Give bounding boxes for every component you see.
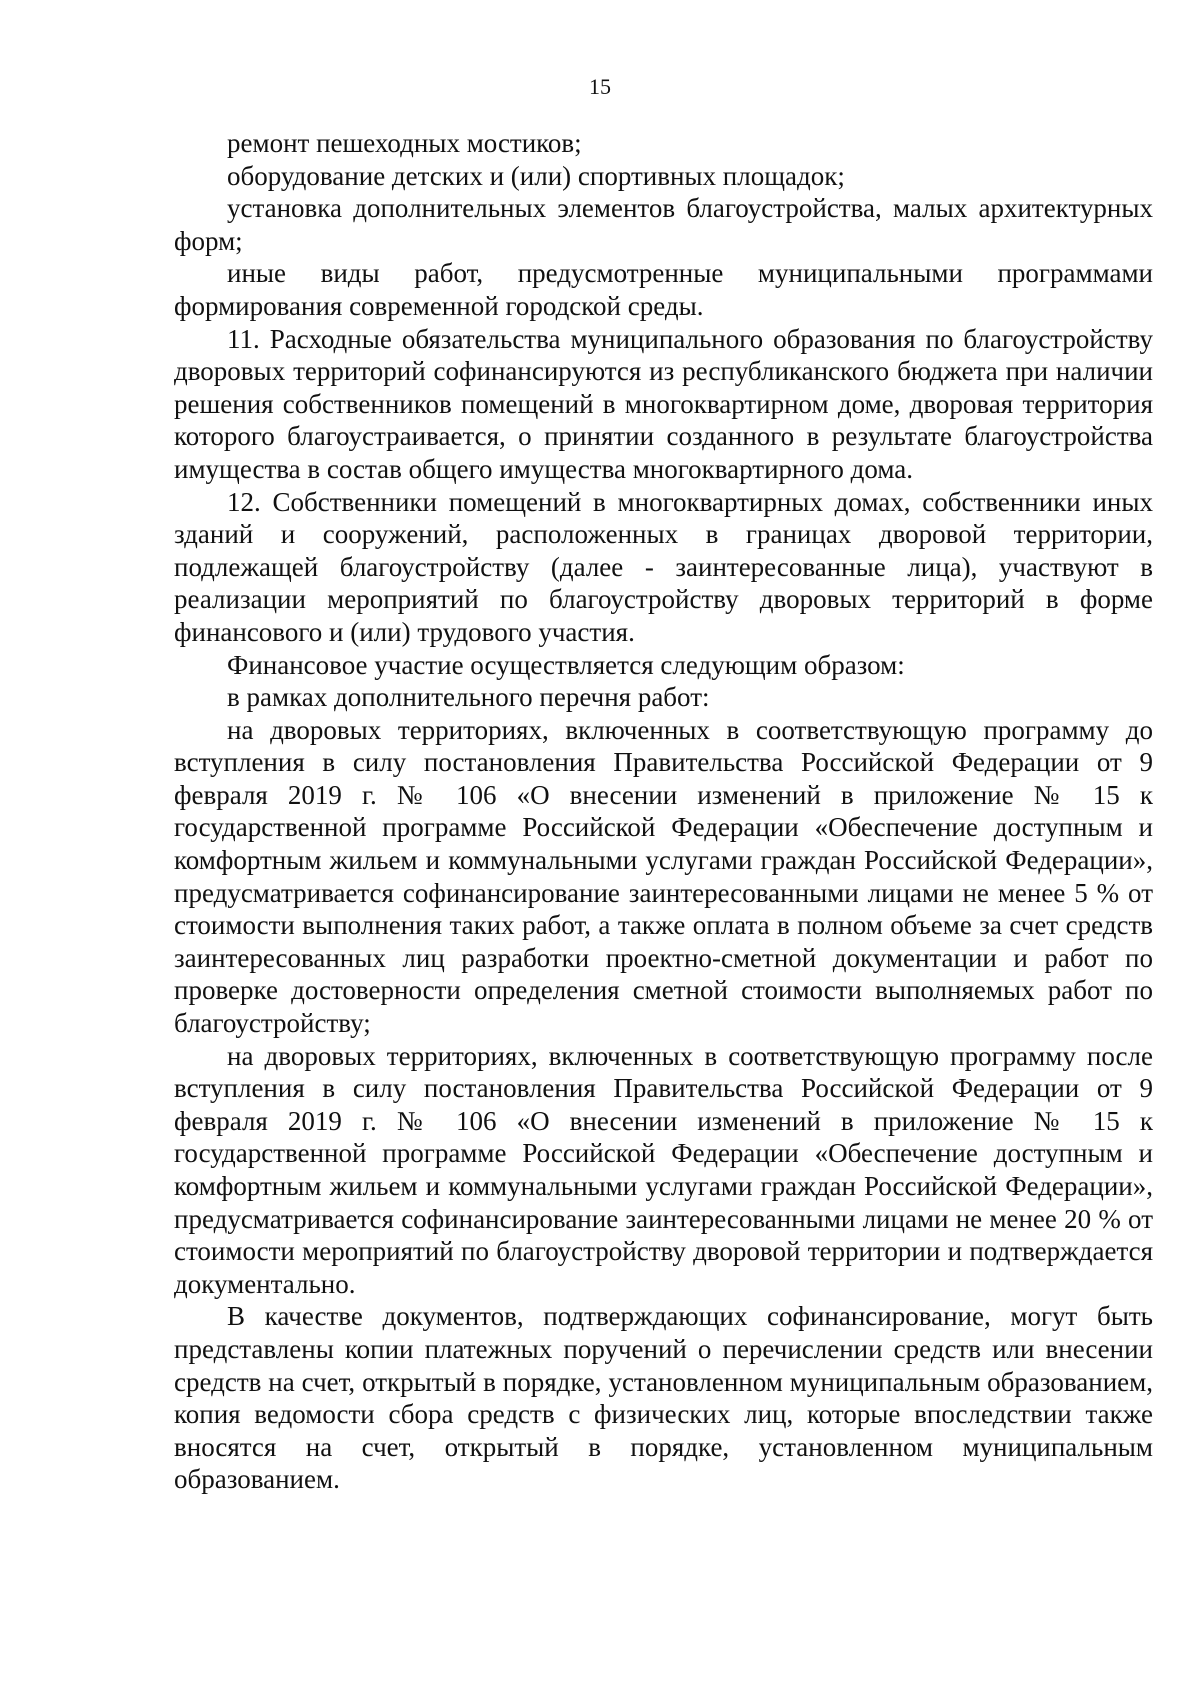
paragraph-repair-footbridges: ремонт пешеходных мостиков; — [227, 128, 582, 158]
paragraph-clause-11: 11. Расходные обязательства муниципального образования по благоустройству дворовых территорий софинансируются из республиканского бюджета при наличии решения собственников помещений в многоквартирном доме, дворовая территория которого благоустраивается, о принятии созданного в результате благоустройства имущества в состав общего имущества многоквартирного дома. — [174, 323, 1153, 484]
paragraph-additional-list: в рамках дополнительного перечня работ: — [227, 682, 710, 713]
paragraph-additional-elements: установка дополнительных элементов благоустройства, малых архитектурных форм; — [174, 193, 1153, 256]
page-number: 15 — [589, 74, 611, 99]
paragraph-financial-participation: Финансовое участие осуществляется следующим образом: — [227, 649, 905, 680]
paragraph-other-works: иные виды работ, предусмотренные муниципальными программами формирования современной городской среды. — [174, 258, 1153, 321]
paragraph-confirming-documents: В качестве документов, подтверждающих софинансирование, могут быть представлены копии платежных поручений о перечислении средств или внесении средств на счет, открытый в порядке, установленном муниципальным образованием, копия ведомости сбора средств с физических лиц, которые впоследствии также вносятся на счет, открытый в порядке, установленном муниципальным образованием. — [174, 1301, 1153, 1495]
paragraph-clause-12: 12. Собственники помещений в многоквартирных домах, собственники иных зданий и сооружений, расположенных в границах дворовой территории, подлежащей благоустройству (далее - заинтересованные лица), участвуют в реализации мероприятий по благоустройству дворовых территорий в форме финансового и (или) трудового участия. — [174, 486, 1153, 647]
paragraph-before-decree: на дворовых территориях, включенных в соответствующую программу до вступления в силу постановления Правительства Российской Федерации от 9 февраля 2019 г. № 106 «О внесении изменений в приложение № 15 к государственной программе Российской Федерации «Обеспечение доступным и комфортным жильем и коммунальными услугами граждан Российской Федерации», предусматривается софинансирование заинтересованными лицами не менее 5 % от стоимости выполнения таких работ, а также оплата в полном объеме за счет средств заинтересованных лиц разработки проектно-сметной документации и работ по проверке достоверности определения сметной стоимости выполняемых работ по благоустройству; — [174, 714, 1153, 1039]
paragraph-playgrounds: оборудование детских и (или) спортивных площадок; — [227, 160, 845, 191]
paragraph-after-decree: на дворовых территориях, включенных в соответствующую программу после вступления в силу постановления Правительства Российской Федерации от 9 февраля 2019 г. № 106 «О внесении изменений в приложение № 15 к государственной программе Российской Федерации «Обеспечение доступным и комфортным жильем и коммунальными услугами граждан Российской Федерации», предусматривается софинансирование заинтересованными лицами не менее 20 % от стоимости мероприятий по благоустройству дворовой территории и подтверждается документально. — [174, 1040, 1153, 1299]
document-body — [174, 127, 1153, 1496]
